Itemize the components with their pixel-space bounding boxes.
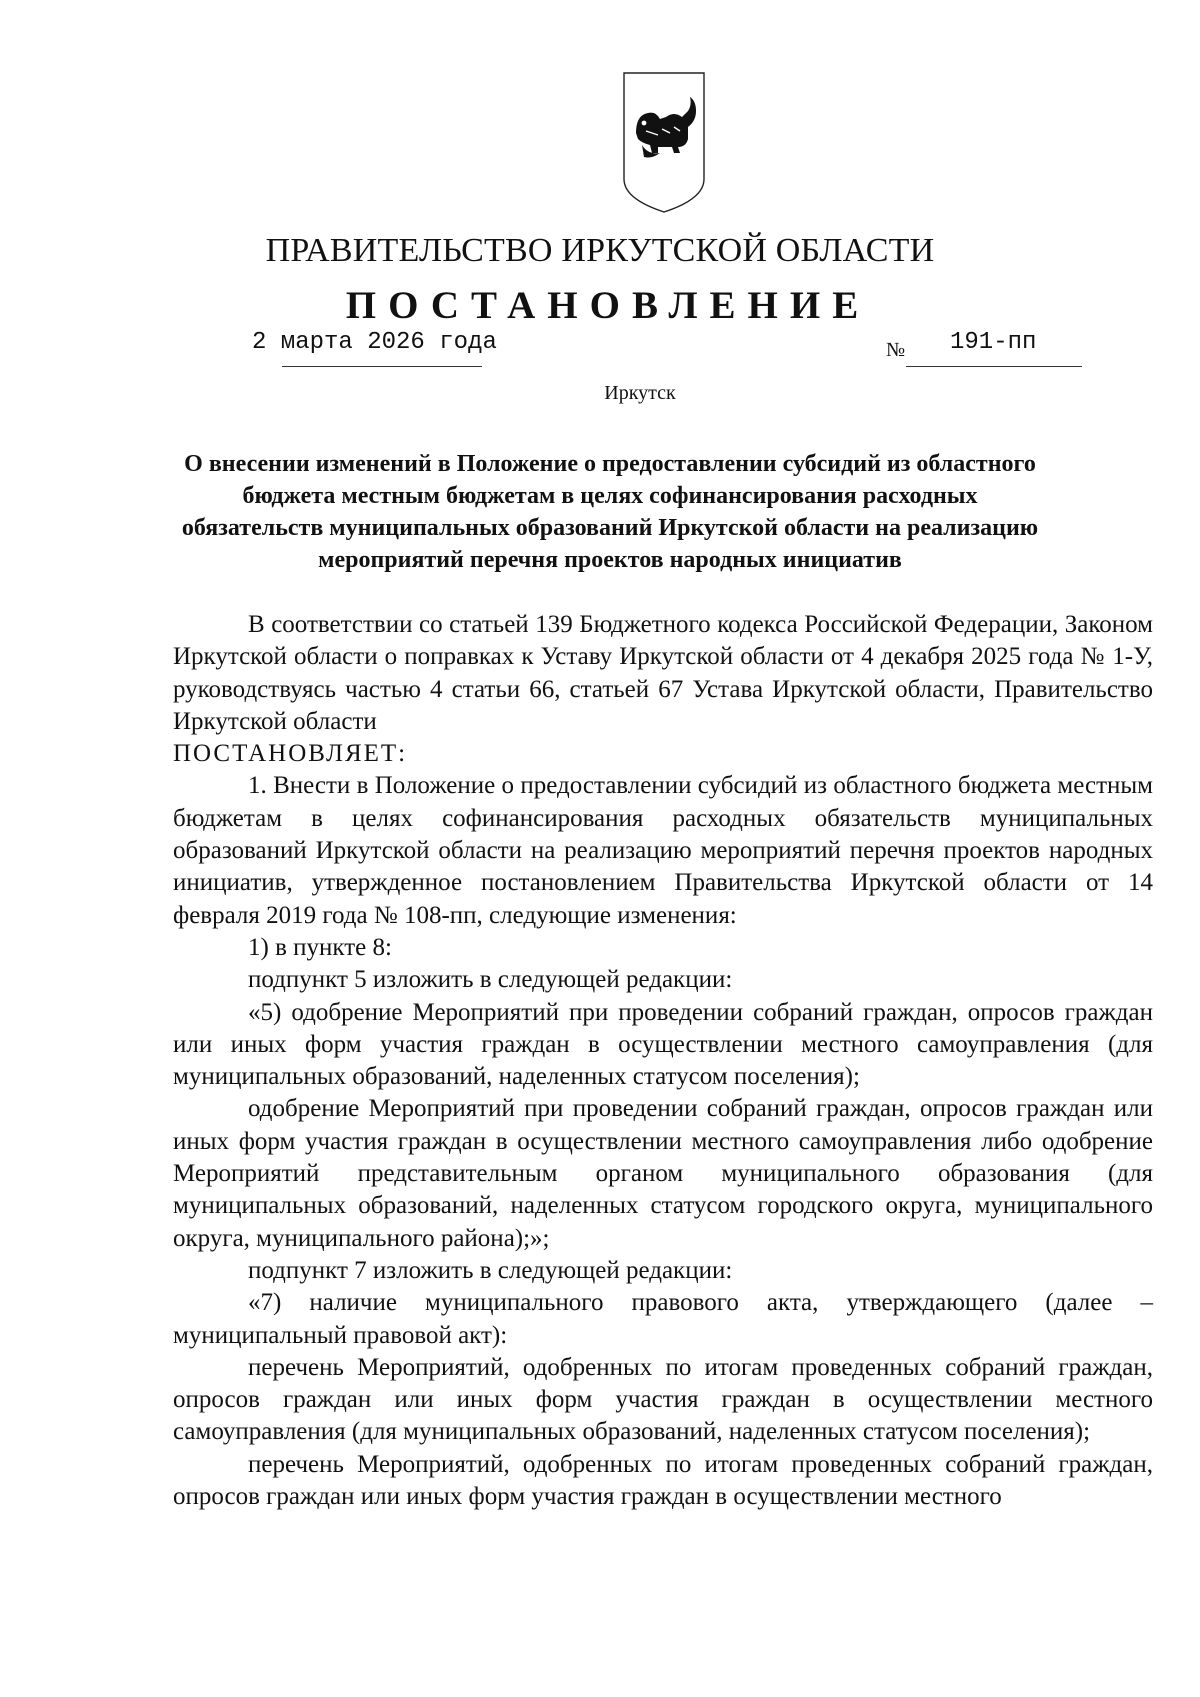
date-underline — [282, 366, 482, 367]
preamble-paragraph: В соответствии со статьей 139 Бюджетного кодекса Российской Федерации, Законом Иркутской области о поправках к Уставу Иркутской области от 4 декабря 2025 года № 1-У, руководствуясь частью 4 статьи 66, статьей 67 Устава Иркутской области, Правительство Иркутской области — [173, 611, 1153, 735]
decree-word: ПОСТАНОВЛЯЕТ: — [173, 740, 408, 768]
document-date: 2 марта 2026 года — [252, 329, 497, 356]
item-1-paragraph: 1. Внести в Положение о предоставлении субсидий из областного бюджета местным бюджетам в целях софинансирования расходных обязательств муниципальных образований Иркутской области на реализацию мероприятий перечня проектов народных инициатив, утвержденное постановлением Правительства Иркутской области от 14 февраля 2019 года № 108-пп, следующие изменения: — [173, 772, 1153, 929]
subpoint-7-intro: подпункт 7 изложить в следующей редакции: — [248, 1256, 733, 1284]
document-city: Иркутск — [604, 382, 676, 404]
government-name: ПРАВИТЕЛЬСТВО ИРКУТСКОЙ ОБЛАСТИ — [265, 232, 935, 269]
document-body — [173, 609, 1153, 1513]
subpoint-5-intro: подпункт 5 изложить в следующей редакции: — [248, 966, 733, 994]
subpoint-7-text-a: «7) наличие муниципального правового акта, утверждающего (далее – муниципальный правовой акт): — [173, 1289, 1153, 1349]
number-underline — [906, 366, 1082, 367]
document-type: ПОСТАНОВЛЕНИЕ — [345, 284, 871, 327]
document-number: 191-пп — [950, 329, 1037, 356]
subpoint-7-text-b: перечень Мероприятий, одобренных по итогам проведенных собраний граждан, опросов граждан или иных форм участия граждан в осуществлении местного самоуправления (для муниципальных образований, наделенных статусом поселения); — [173, 1353, 1153, 1446]
document-title: О внесении изменений в Положение о предоставлении субсидий из областного бюджета местным бюджетам в целях софинансирования расходных обязательств муниципальных образований Иркутской области на реализацию мероприятий перечня проектов народных инициатив — [181, 451, 1039, 573]
subitem-1-paragraph: 1) в пункте 8: — [248, 933, 392, 961]
subpoint-5-text-a: «5) одобрение Мероприятий при проведении собраний граждан, опросов граждан или иных форм участия граждан в осуществлении местного самоуправления (для муниципальных образований, наделенных статусом поселения); — [173, 998, 1153, 1091]
number-sign: № — [886, 339, 906, 361]
subpoint-5-text-b: одобрение Мероприятий при проведении собраний граждан, опросов граждан или иных форм участия граждан в осуществлении местного самоуправления либо одобрение Мероприятий представительным органом муниципального образования (для муниципальных образований, наделенных статусом городского округа, муниципального округа, муниципального района);»; — [173, 1095, 1153, 1252]
coat-of-arms-emblem — [622, 71, 706, 214]
subpoint-7-text-c: перечень Мероприятий, одобренных по итогам проведенных собраний граждан, опросов граждан или иных форм участия граждан в осуществлении местного — [173, 1450, 1153, 1511]
